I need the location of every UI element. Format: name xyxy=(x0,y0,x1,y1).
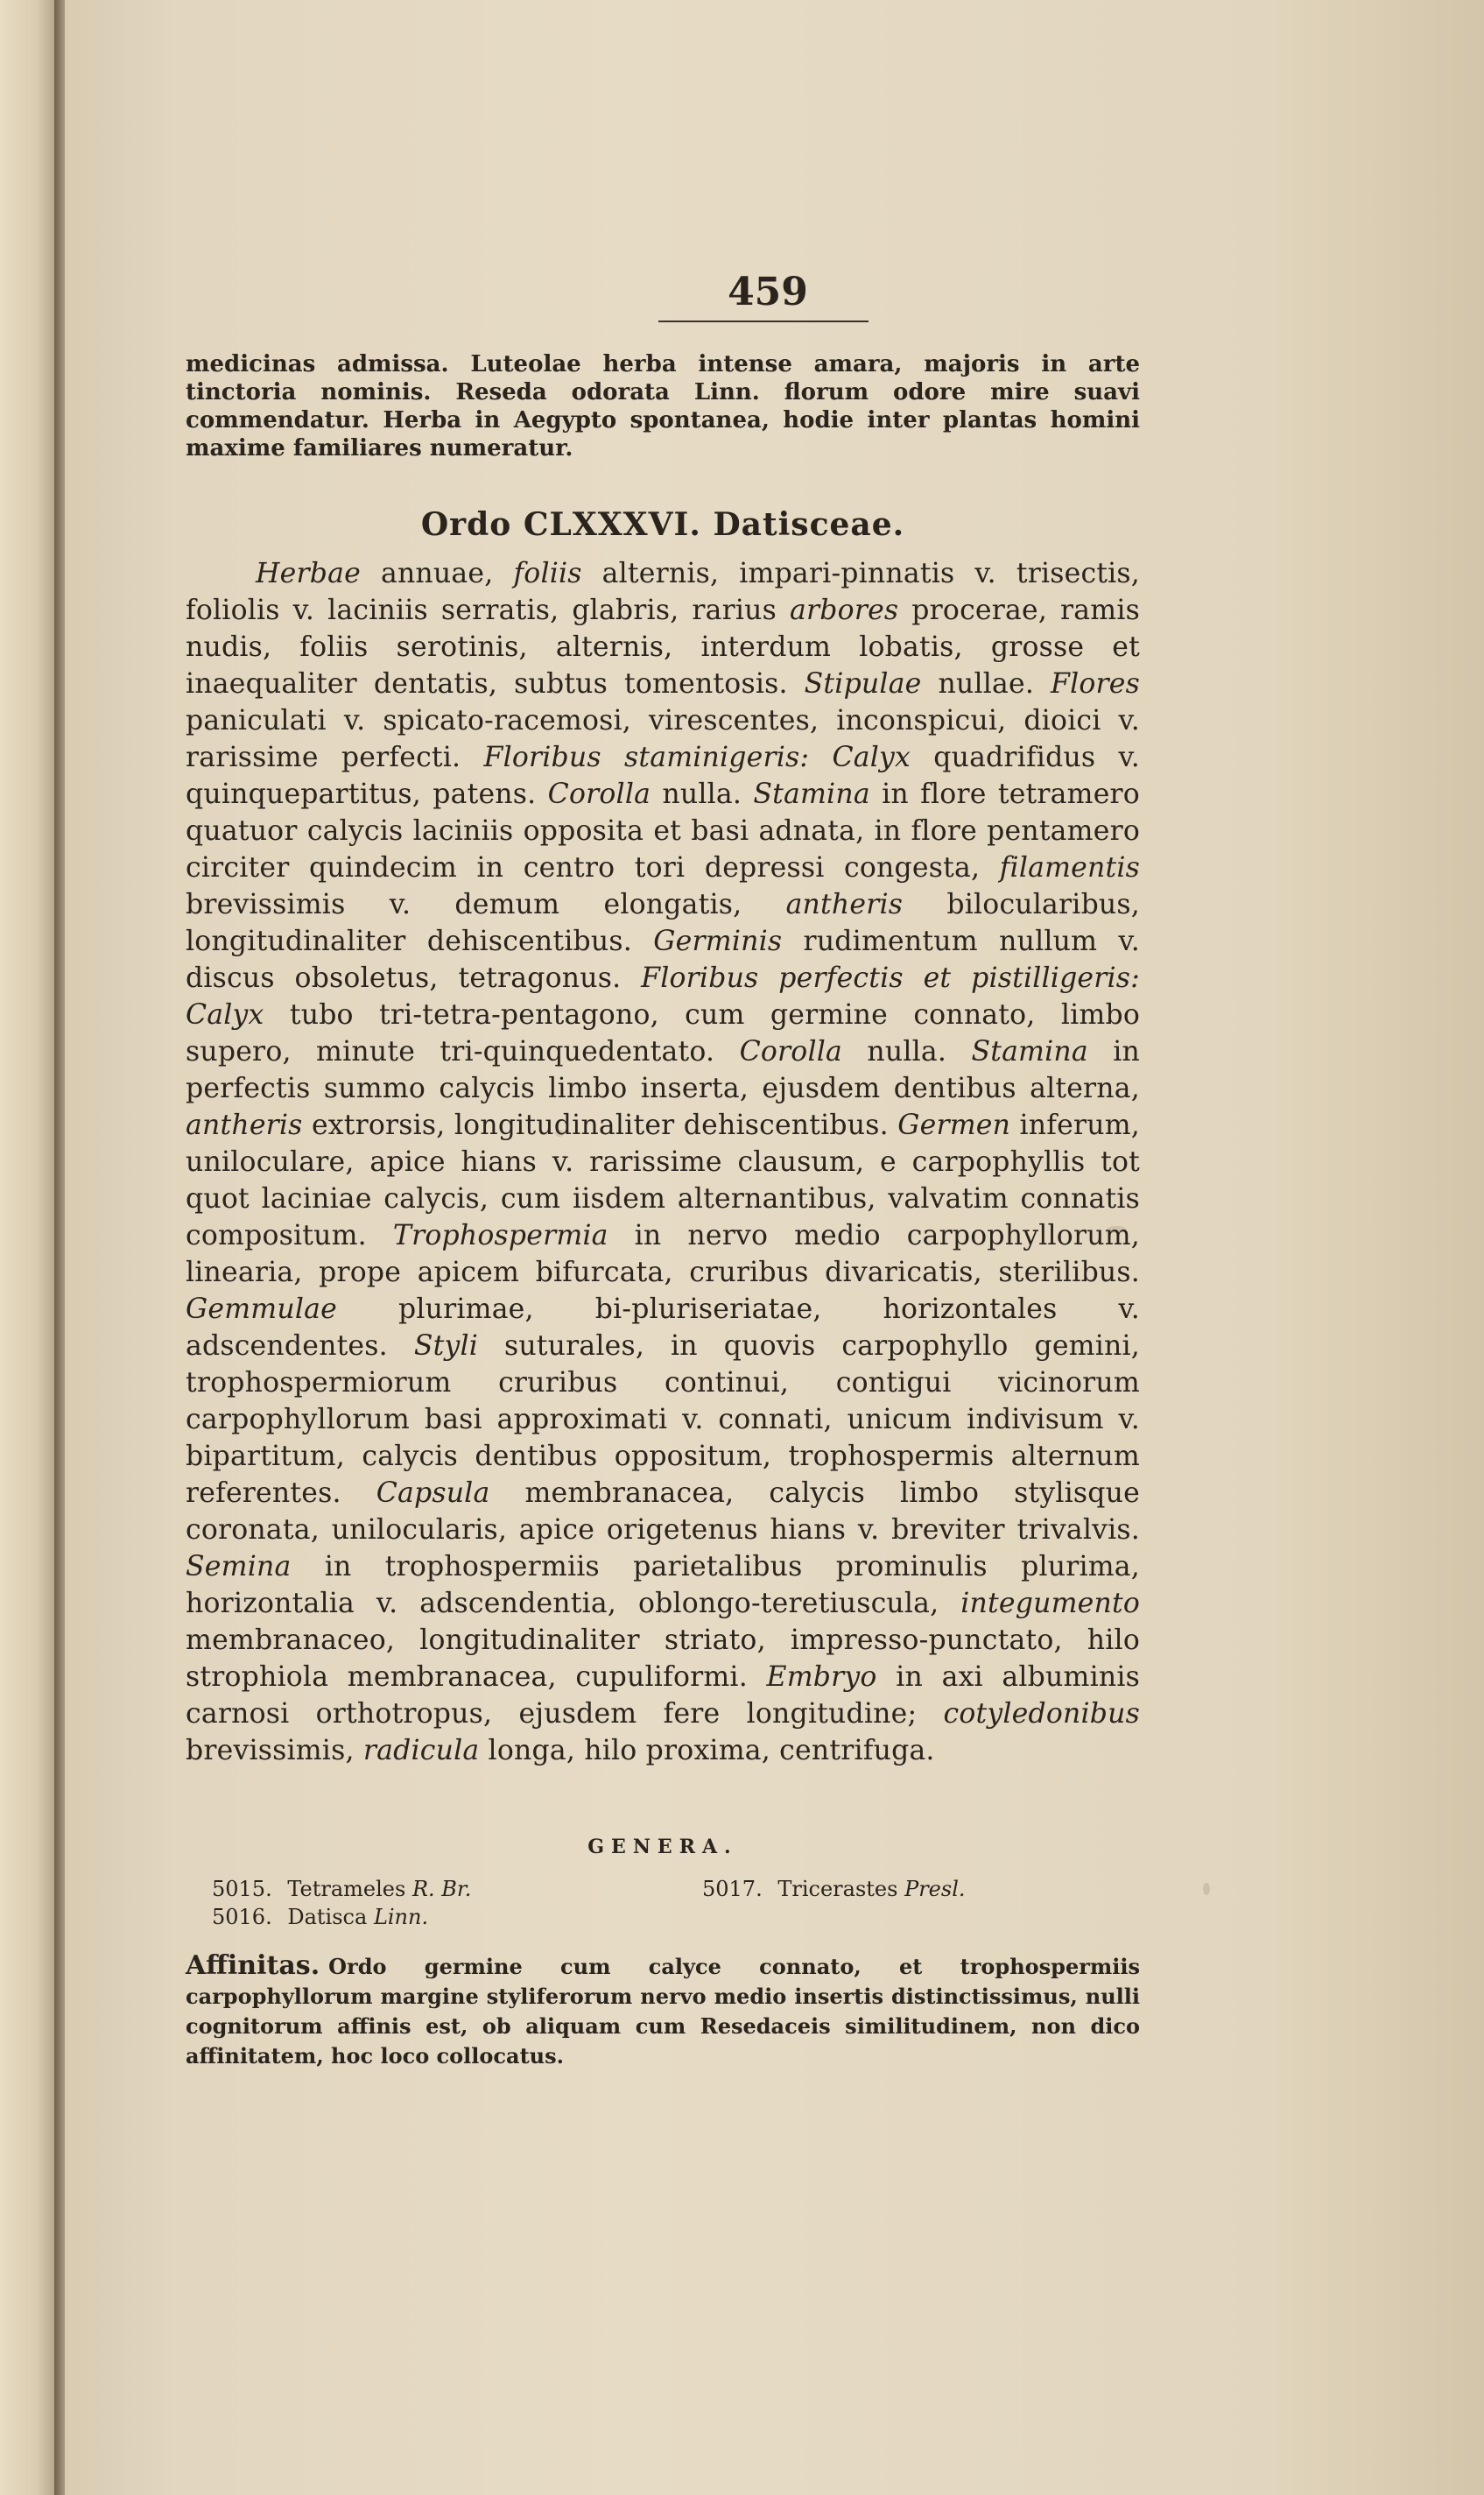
affinitas-paragraph xyxy=(186,1951,1140,2071)
text-run: extrorsis, longitudinaliter dehiscentibus. xyxy=(302,1110,898,1141)
text-run: nulla. xyxy=(841,1036,972,1068)
term: antheris xyxy=(785,889,904,920)
term: Germen xyxy=(897,1110,1011,1141)
genus-number: 5017. xyxy=(702,1877,763,1901)
genus-entry xyxy=(702,1874,966,1904)
term: Embryo xyxy=(766,1661,877,1693)
affinitas-text: Ordo germine cum calyce connato, et trophospermiis carpophyllorum margine styliferorum nervo medio insertis distinctissimus, nulli cognitorum affinis est, ob aliquam cum Resedaceis similitudinem, non dico affinitatem, hoc loco collocatus. xyxy=(186,1954,1140,2069)
term: Flores xyxy=(1051,668,1141,700)
term: Corolla xyxy=(547,779,651,810)
text-run: inferum, uniloculare, apice hians v. rarissime clausum, e carpophyllis tot quot laciniae calycis, cum iisdem alternantibus, valvatim connatis compositum. xyxy=(186,1110,1140,1251)
order-title: Ordo CLXXXVI. Datisceae. xyxy=(420,506,905,543)
paper-spot xyxy=(1203,1883,1210,1895)
text-run: in nervo medio carpophyllorum, linearia, prope apicem bifurcata, cruribus divaricatis, sterilibus. xyxy=(186,1220,1140,1288)
term: Floribus perfectis et pistilligeris: xyxy=(641,962,1140,994)
genus-author: R. Br. xyxy=(411,1877,472,1901)
term: foliis xyxy=(513,558,582,589)
text-run: tubo tri-tetra-pentagono, cum germine connato, limbo supero, minute tri-quinquedentato. xyxy=(186,999,1140,1068)
page-number: 459 xyxy=(728,270,808,314)
term: integumento xyxy=(960,1588,1140,1619)
text-run: brevissimis, xyxy=(186,1735,363,1766)
intro-paragraph: medicinas admissa. Luteolae herba intense amara, majoris in arte tinctoria nominis. Reseda odorata Linn. florum odore mire suavi commendatur. Herba in Aegypto spontanea, hodie inter plantas homini maxime familiares numeratur. xyxy=(186,351,1140,462)
text-run: in axi albuminis carnosi orthotropus, ejusdem fere longitudine; xyxy=(186,1661,1141,1730)
term: Stamina xyxy=(971,1036,1088,1068)
genera-heading: GENERA. xyxy=(587,1836,738,1858)
text-run: plurimae, bi-pluriseriatae, horizontales v. adscendentes. xyxy=(186,1293,1140,1362)
genus-entry xyxy=(212,1902,428,1932)
text-run: brevissimis v. demum elongatis, xyxy=(186,889,786,920)
genus-number: 5016. xyxy=(212,1905,272,1929)
text-run: suturales, in quovis carpophyllo gemini, trophospermiorum cruribus continui, contigui vicinorum carpophyllorum basi approximati v. connati, unicum indivisum v. bipartitum, calycis dentibus oppositum, trophospermis alternum referentes. xyxy=(186,1330,1140,1509)
genus-name: Tetrameles xyxy=(287,1877,406,1901)
term: Calyx xyxy=(832,742,911,773)
term: radicula xyxy=(362,1735,480,1766)
affinitas-label: Affinitas. xyxy=(186,1950,320,1981)
header-rule xyxy=(658,321,869,322)
term: filamentis xyxy=(999,852,1140,884)
term: antheris xyxy=(186,1110,303,1141)
genus-author: Presl. xyxy=(904,1877,966,1901)
term: arbores xyxy=(790,595,899,626)
description-paragraph xyxy=(186,555,1140,1769)
term: Corolla xyxy=(739,1036,842,1068)
text-run: quadrifidus v. quinquepartitus, patens. xyxy=(186,742,1140,810)
term: Floribus staminigeris: xyxy=(483,742,810,773)
text-run: membranacea, calycis limbo stylisque coronata, unilocularis, apice origetenus hians v. breviter trivalvis. xyxy=(186,1477,1140,1546)
text-run: nullae. xyxy=(921,668,1051,700)
term: Gemmulae xyxy=(186,1293,337,1325)
term: Trophospermia xyxy=(392,1220,608,1251)
text-run: in flore tetramero quatuor calycis laciniis opposita et basi adnata, in flore pentamero circiter quindecim in centro tori depressi congesta, xyxy=(186,779,1140,884)
text-run xyxy=(809,742,832,773)
facing-page-edge xyxy=(0,0,61,2495)
genus-name: Tricerastes xyxy=(777,1877,898,1901)
text-run: membranaceo, longitudinaliter striato, impresso-punctato, hilo strophiola membranacea, cupuliformi. xyxy=(186,1625,1140,1693)
genus-author: Linn. xyxy=(373,1905,429,1929)
term: Capsula xyxy=(376,1477,490,1509)
genus-entry xyxy=(212,1874,471,1904)
text-run: paniculati v. spicato-racemosi, virescentes, inconspicui, dioici v. rarissime perfecti. xyxy=(186,705,1140,773)
term: cotyledonibus xyxy=(943,1698,1140,1730)
term: Semina xyxy=(186,1551,292,1582)
term: Herbae xyxy=(256,558,361,589)
term: Styli xyxy=(413,1330,478,1362)
text-run: in perfectis summo calycis limbo inserta, ejusdem dentibus alterna, xyxy=(186,1036,1140,1104)
text-run: in trophospermiis parietalibus prominulis plurima, horizontalia v. adscendentia, oblongo-teretiuscula, xyxy=(186,1551,1140,1619)
genus-name: Datisca xyxy=(287,1905,368,1929)
book-page xyxy=(65,0,1484,2495)
text-run: alternis, impari-pinnatis v. trisectis, foliolis v. laciniis serratis, glabris, rarius xyxy=(186,558,1140,626)
text-run: annuae, xyxy=(360,558,514,589)
genus-number: 5015. xyxy=(212,1877,272,1901)
term: Calyx xyxy=(186,999,264,1031)
term: Germinis xyxy=(653,926,783,957)
text-run: procerae, ramis nudis, foliis serotinis, alternis, interdum lobatis, grosse et inaequaliter dentatis, subtus tomentosis. xyxy=(186,595,1140,700)
text-run: rudimentum nullum v. discus obsoletus, tetragonus. xyxy=(186,926,1140,994)
text-run: bilocularibus, longitudinaliter dehiscentibus. xyxy=(186,889,1140,957)
text-run: longa, hilo proxima, centrifuga. xyxy=(479,1735,935,1766)
term: Stamina xyxy=(753,779,870,810)
term: Stipulae xyxy=(804,668,922,700)
text-run: nulla. xyxy=(651,779,754,810)
order-description xyxy=(186,555,1140,1769)
